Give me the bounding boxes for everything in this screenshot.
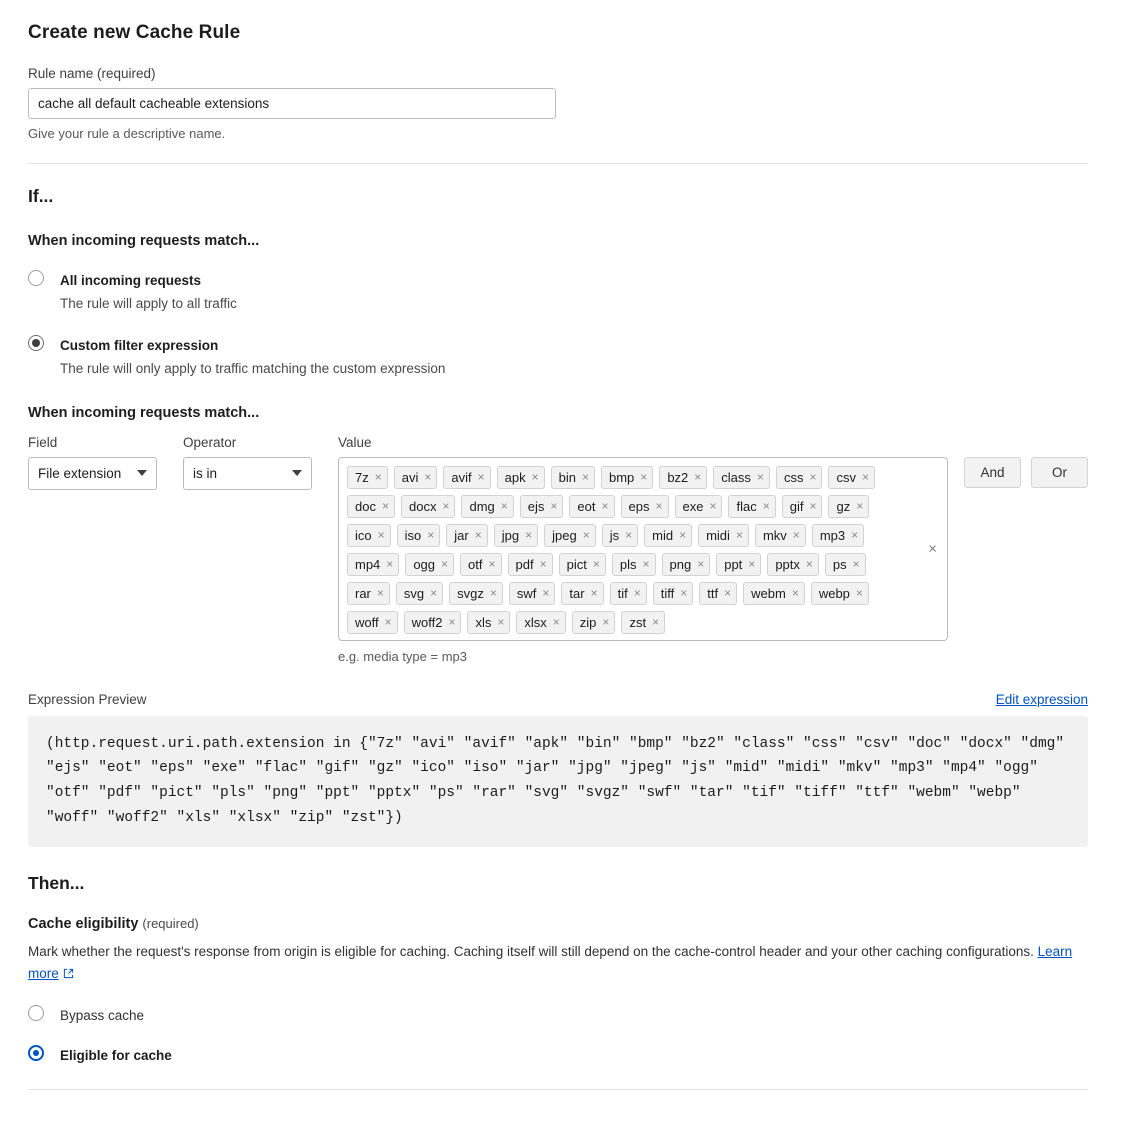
match-title: When incoming requests match... [28,233,260,249]
remove-token-icon[interactable]: × [809,499,817,513]
remove-token-icon[interactable]: × [430,586,438,600]
value-token-label: xlsx [524,614,547,630]
value-token-label: webp [818,585,850,601]
remove-token-icon[interactable]: × [640,470,648,484]
value-token-label: js [609,527,620,543]
remove-token-icon[interactable]: × [852,557,860,571]
value-token-label: zip [579,614,597,630]
value-token[interactable] [698,524,749,547]
expression-preview-header [28,692,1088,707]
remove-token-icon[interactable]: × [427,528,435,542]
value-token[interactable] [397,524,441,547]
value-token-label: 7z [355,469,369,485]
value-token-label: tar [569,585,585,601]
field-select-value: File extension [38,465,122,481]
value-token-label: webm [751,585,786,601]
rule-name-group [28,66,1088,141]
value-token[interactable] [621,495,669,518]
remove-token-icon[interactable]: × [633,586,641,600]
value-token-label: gz [836,498,851,514]
edit-expression-link[interactable]: Edit expression [995,691,1088,707]
remove-token-icon[interactable]: × [735,528,743,542]
radio-icon-bypass-cache[interactable] [28,1005,44,1021]
value-token[interactable] [662,553,711,576]
expression-builder [28,435,1088,664]
value-token-label: pict [566,556,587,572]
value-token-label: docx [408,498,437,514]
value-token[interactable] [644,524,692,547]
value-token[interactable] [776,466,823,489]
value-token[interactable] [716,553,761,576]
remove-token-icon[interactable]: × [386,557,394,571]
value-token[interactable] [601,466,653,489]
remove-token-icon[interactable]: × [442,499,450,513]
value-token[interactable] [755,524,806,547]
external-link-icon [63,964,74,975]
remove-token-icon[interactable]: × [856,499,864,513]
remove-token-icon[interactable]: × [855,586,863,600]
rule-name-help: Give your rule a descriptive name. [28,126,226,141]
value-token[interactable] [559,553,606,576]
value-token-label: csv [836,469,856,485]
remove-token-icon[interactable]: × [582,528,590,542]
value-token[interactable] [675,495,723,518]
value-token[interactable] [520,495,564,518]
rule-name-label: Rule name (required) [28,66,156,81]
value-token-label: apk [504,469,526,485]
value-token[interactable] [728,495,775,518]
radio-bypass-cache-label: Bypass cache [60,1008,145,1024]
value-token[interactable] [782,495,823,518]
remove-token-icon[interactable]: × [792,528,800,542]
value-token-label: jpg [501,527,520,543]
value-token[interactable] [659,466,707,489]
remove-token-icon[interactable]: × [477,470,485,484]
value-token-label: eps [628,498,650,514]
value-token-label: tif [617,585,628,601]
remove-token-icon[interactable]: × [748,557,756,571]
value-token[interactable] [812,524,864,547]
remove-token-icon[interactable]: × [809,470,817,484]
remove-token-icon[interactable]: × [374,470,382,484]
value-token[interactable] [699,582,737,605]
value-token-label: bmp [609,469,635,485]
expression-preview-label: Expression Preview [28,691,147,707]
value-token[interactable] [497,466,545,489]
value-token-label: ps [832,556,847,572]
builder-title: When incoming requests match... [28,404,260,421]
field-column [28,435,157,490]
radio-icon-all-requests[interactable] [28,270,44,286]
cache-eligibility-heading [28,916,1088,932]
or-button[interactable]: Or [1031,457,1088,488]
remove-token-icon[interactable]: × [642,557,650,571]
value-token-label: mkv [762,527,787,543]
remove-token-icon[interactable]: × [474,528,482,542]
remove-token-icon[interactable]: × [489,586,497,600]
value-token-label: jar [454,527,469,543]
value-token[interactable] [825,553,866,576]
value-token[interactable] [621,611,665,634]
value-token[interactable] [572,611,616,634]
value-token[interactable] [347,466,388,489]
remove-token-icon[interactable]: × [805,557,813,571]
remove-token-icon[interactable]: × [601,499,609,513]
value-token[interactable] [446,524,487,547]
value-token[interactable] [396,582,443,605]
value-token-label: zst [629,614,647,630]
value-token[interactable] [743,582,805,605]
value-token[interactable] [405,553,454,576]
remove-token-icon[interactable]: × [539,557,547,571]
remove-token-icon[interactable]: × [381,499,389,513]
field-select[interactable] [28,457,157,490]
radio-custom-filter-expression[interactable] [28,334,1088,379]
value-token-label: ppt [724,556,743,572]
value-token[interactable] [347,582,390,605]
value-token[interactable] [612,553,656,576]
value-token[interactable] [561,582,603,605]
radio-bypass-cache[interactable] [28,1004,1088,1027]
value-token-label: rar [355,585,371,601]
value-token-label: flac [736,498,757,514]
value-token-label: ico [355,527,372,543]
cache-eligibility-description [28,941,1088,984]
value-token[interactable] [347,611,398,634]
remove-token-icon[interactable]: × [762,499,770,513]
value-token-label: ejs [527,498,545,514]
radio-all-requests-desc: The rule will apply to all traffic [60,296,237,312]
radio-custom-filter-label: Custom filter expression [60,337,219,353]
value-token-label: mp4 [355,556,381,572]
cache-eligibility-label: Cache eligibility [28,916,139,933]
value-token[interactable] [828,495,869,518]
remove-token-icon[interactable]: × [550,499,558,513]
learn-more-link[interactable]: Learn more [28,944,1073,981]
remove-token-icon[interactable]: × [652,615,660,629]
value-token[interactable] [509,582,556,605]
value-token-label: tiff [660,585,675,601]
remove-token-icon[interactable]: × [525,528,533,542]
cache-eligibility-required: (required) [142,916,199,932]
value-token-label: dmg [469,498,495,514]
value-token[interactable] [461,495,513,518]
rule-name-input[interactable] [28,88,556,119]
remove-token-icon[interactable]: × [756,470,764,484]
value-token-label: exe [682,498,704,514]
radio-eligible-for-cache[interactable] [28,1044,1088,1067]
cache-eligibility-description-text: Mark whether the request's response from origin is eligible for caching. Caching itself will still depend on the cache-control header and your other caching configurations. [28,944,1038,960]
divider [28,163,1088,164]
remove-token-icon[interactable]: × [376,586,384,600]
radio-all-requests-label: All incoming requests [60,273,202,288]
remove-token-icon[interactable]: × [791,586,799,600]
value-token-label: iso [404,527,422,543]
value-token-label: xls [475,614,492,630]
value-token-label: svg [403,585,425,601]
operator-select[interactable] [183,457,312,490]
clear-all-icon[interactable]: × [928,540,937,557]
value-token-label: svgz [457,585,484,601]
value-token-label: pptx [775,556,800,572]
value-token[interactable] [401,495,455,518]
remove-token-icon[interactable]: × [424,470,432,484]
remove-token-icon[interactable]: × [861,470,869,484]
logic-buttons [964,435,1088,488]
value-token[interactable] [828,466,875,489]
chevron-down-icon [137,470,147,476]
value-token[interactable] [508,553,553,576]
value-token-label: png [669,556,692,572]
value-token[interactable] [467,611,510,634]
remove-token-icon[interactable]: × [441,557,449,571]
remove-token-icon[interactable]: × [488,557,496,571]
value-token[interactable] [516,611,565,634]
value-token-label: eot [577,498,596,514]
value-token-label: css [783,469,804,485]
remove-token-icon[interactable]: × [581,470,589,484]
bottom-divider [28,1089,1088,1090]
value-token[interactable] [404,611,462,634]
value-token[interactable] [653,582,694,605]
value-token-label: bin [558,469,576,485]
value-token-label: mid [652,527,674,543]
value-token-label: midi [706,527,730,543]
remove-token-icon[interactable]: × [448,615,456,629]
value-token[interactable] [494,524,538,547]
remove-token-icon[interactable]: × [531,470,539,484]
field-column-label: Field [28,434,58,450]
value-token-label: otf [468,556,483,572]
value-token-label: bz2 [667,469,689,485]
remove-token-icon[interactable]: × [679,528,687,542]
operator-column [183,435,312,490]
value-token-label: jpeg [552,527,577,543]
value-token[interactable] [544,524,596,547]
remove-token-icon[interactable]: × [500,499,508,513]
value-token-label: avif [451,469,472,485]
value-hint: e.g. media type = mp3 [338,648,467,664]
remove-token-icon[interactable]: × [542,586,550,600]
value-token-label: swf [516,585,537,601]
page-title: Create new Cache Rule [28,22,241,43]
then-section-title: Then... [28,873,85,894]
radio-custom-filter-desc: The rule will only apply to traffic matching the custom expression [60,360,446,376]
value-token-label: class [721,469,751,485]
remove-token-icon[interactable]: × [602,615,610,629]
value-token-label: woff2 [411,614,443,630]
value-token[interactable] [602,524,638,547]
remove-token-icon[interactable]: × [709,499,717,513]
value-token-label: mp3 [819,527,846,543]
radio-icon-eligible-for-cache[interactable] [28,1045,44,1061]
value-token-label: woff [355,614,379,630]
remove-token-icon[interactable]: × [724,586,732,600]
expression-preview-code: (http.request.uri.path.extension in {"7z" "avi" "avif" "apk" "bin" "bmp" "bz2" "class" "css" "csv" "doc" "docx" "dmg" "ejs" "eot" "eps" "exe" "flac" "gif" "gz" "ico" "iso" "jar" "jpg" "jpeg" "js" "mid" "midi" "mkv" "mp3" "mp4" "ogg" "otf" "pdf" "pict" "pls" "png" "ppt" "pptx" "ps" "rar" "svg" "svgz" "swf" "tar" "tif" "tiff" "ttf" "webm" "webp" "woff" "woff2" "xls" "xlsx" "zip" "zst"}) [28,716,1088,848]
value-token[interactable] [347,524,391,547]
operator-column-label: Operator [183,434,237,450]
remove-token-icon[interactable]: × [552,615,560,629]
remove-token-icon[interactable]: × [590,586,598,600]
value-token[interactable] [443,466,490,489]
value-token[interactable] [347,495,395,518]
if-section-title: If... [28,186,54,206]
value-token-input[interactable] [338,457,948,641]
value-token[interactable] [394,466,438,489]
value-token[interactable] [460,553,501,576]
remove-token-icon[interactable]: × [680,586,688,600]
value-token-label: avi [401,469,419,485]
remove-token-icon[interactable]: × [694,470,702,484]
remove-token-icon[interactable]: × [592,557,600,571]
value-token-label: ogg [413,556,436,572]
value-token[interactable] [569,495,614,518]
value-token-label: pdf [515,556,534,572]
operator-select-value: is in [193,465,218,481]
value-token[interactable] [449,582,503,605]
remove-token-icon[interactable]: × [384,615,392,629]
remove-token-icon[interactable]: × [655,499,663,513]
remove-token-icon[interactable]: × [697,557,705,571]
value-token[interactable] [811,582,869,605]
value-token-label: gif [789,498,804,514]
remove-token-icon[interactable]: × [625,528,633,542]
value-column [338,435,948,664]
value-token[interactable] [347,553,399,576]
remove-token-icon[interactable]: × [497,615,505,629]
value-token[interactable] [610,582,647,605]
remove-token-icon[interactable]: × [851,528,859,542]
radio-all-incoming-requests[interactable] [28,269,1088,314]
value-token-label: ttf [707,585,719,601]
and-button[interactable]: And [964,457,1021,488]
chevron-down-icon [292,470,302,476]
radio-icon-custom-filter[interactable] [28,335,44,351]
value-token-label: doc [355,498,376,514]
value-token[interactable] [767,553,819,576]
value-token-label: pls [619,556,637,572]
value-token[interactable] [551,466,595,489]
value-token[interactable] [713,466,770,489]
radio-eligible-for-cache-label: Eligible for cache [60,1047,172,1063]
value-column-label: Value [338,434,372,450]
remove-token-icon[interactable]: × [377,528,385,542]
